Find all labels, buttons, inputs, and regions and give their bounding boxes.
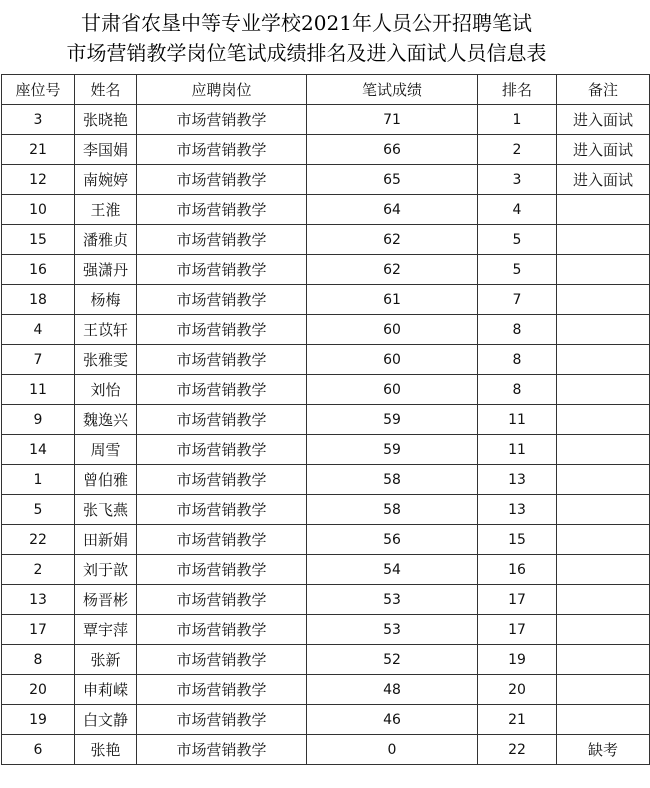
note-cell: [557, 195, 650, 225]
table-row: [2, 315, 650, 345]
note-cell: 进入面试: [557, 135, 650, 165]
table-row: [2, 645, 650, 675]
seat-cell: 8: [2, 645, 75, 675]
results-table: [1, 74, 650, 765]
position-cell: 市场营销教学: [137, 405, 307, 435]
seat-cell: 22: [2, 525, 75, 555]
name-cell: 王淮: [75, 195, 137, 225]
rank-cell: 1: [478, 105, 557, 135]
rank-cell: 13: [478, 495, 557, 525]
seat-cell: 20: [2, 675, 75, 705]
seat-cell: 19: [2, 705, 75, 735]
seat-cell: 5: [2, 495, 75, 525]
position-cell: 市场营销教学: [137, 345, 307, 375]
score-cell: 64: [307, 195, 478, 225]
name-cell: 张飞燕: [75, 495, 137, 525]
score-cell: 62: [307, 255, 478, 285]
name-cell: 刘怡: [75, 375, 137, 405]
seat-cell: 17: [2, 615, 75, 645]
table-row: [2, 195, 650, 225]
position-cell: 市场营销教学: [137, 705, 307, 735]
position-cell: 市场营销教学: [137, 645, 307, 675]
note-cell: [557, 705, 650, 735]
rank-cell: 20: [478, 675, 557, 705]
score-cell: 62: [307, 225, 478, 255]
table-row: [2, 255, 650, 285]
rank-cell: 16: [478, 555, 557, 585]
rank-cell: 11: [478, 435, 557, 465]
table-row: [2, 225, 650, 255]
header-position: 应聘岗位: [137, 75, 307, 105]
table-row: [2, 555, 650, 585]
rank-cell: 15: [478, 525, 557, 555]
name-cell: 曾伯雅: [75, 465, 137, 495]
name-cell: 王苡轩: [75, 315, 137, 345]
score-cell: 58: [307, 495, 478, 525]
note-cell: [557, 375, 650, 405]
seat-cell: 12: [2, 165, 75, 195]
note-cell: [557, 495, 650, 525]
position-cell: 市场营销教学: [137, 135, 307, 165]
score-cell: 0: [307, 735, 478, 765]
table-row: [2, 105, 650, 135]
note-cell: [557, 345, 650, 375]
position-cell: 市场营销教学: [137, 735, 307, 765]
rank-cell: 17: [478, 585, 557, 615]
seat-cell: 14: [2, 435, 75, 465]
table-row: [2, 405, 650, 435]
seat-cell: 10: [2, 195, 75, 225]
table-row: [2, 375, 650, 405]
position-cell: 市场营销教学: [137, 435, 307, 465]
rank-cell: 4: [478, 195, 557, 225]
note-cell: [557, 405, 650, 435]
table-row: [2, 615, 650, 645]
position-cell: 市场营销教学: [137, 675, 307, 705]
rank-cell: 7: [478, 285, 557, 315]
name-cell: 张艳: [75, 735, 137, 765]
score-cell: 46: [307, 705, 478, 735]
header-name: 姓名: [75, 75, 137, 105]
note-cell: [557, 255, 650, 285]
name-cell: 覃宇萍: [75, 615, 137, 645]
table-row: [2, 465, 650, 495]
table-row: [2, 705, 650, 735]
name-cell: 申莉嵘: [75, 675, 137, 705]
name-cell: 张晓艳: [75, 105, 137, 135]
note-cell: [557, 585, 650, 615]
table-row: [2, 735, 650, 765]
seat-cell: 21: [2, 135, 75, 165]
score-cell: 56: [307, 525, 478, 555]
score-cell: 61: [307, 285, 478, 315]
name-cell: 杨晋彬: [75, 585, 137, 615]
seat-cell: 13: [2, 585, 75, 615]
table-row: [2, 165, 650, 195]
note-cell: [557, 435, 650, 465]
table-row: [2, 675, 650, 705]
rank-cell: 8: [478, 375, 557, 405]
score-cell: 60: [307, 375, 478, 405]
score-cell: 58: [307, 465, 478, 495]
note-cell: [557, 225, 650, 255]
position-cell: 市场营销教学: [137, 555, 307, 585]
score-cell: 53: [307, 585, 478, 615]
note-cell: [557, 615, 650, 645]
note-cell: 缺考: [557, 735, 650, 765]
position-cell: 市场营销教学: [137, 375, 307, 405]
score-cell: 54: [307, 555, 478, 585]
table-row: [2, 285, 650, 315]
rank-cell: 3: [478, 165, 557, 195]
score-cell: 60: [307, 345, 478, 375]
document-title-line2: 市场营销教学岗位笔试成绩排名及进入面试人员信息表: [66, 41, 547, 65]
rank-cell: 21: [478, 705, 557, 735]
name-cell: 张雅雯: [75, 345, 137, 375]
position-cell: 市场营销教学: [137, 495, 307, 525]
rank-cell: 11: [478, 405, 557, 435]
header-score: 笔试成绩: [307, 75, 478, 105]
name-cell: 魏逸兴: [75, 405, 137, 435]
name-cell: 田新娟: [75, 525, 137, 555]
position-cell: 市场营销教学: [137, 105, 307, 135]
table-row: [2, 435, 650, 465]
note-cell: [557, 525, 650, 555]
header-rank: 排名: [478, 75, 557, 105]
rank-cell: 22: [478, 735, 557, 765]
seat-cell: 18: [2, 285, 75, 315]
header-seat: 座位号: [2, 75, 75, 105]
table-row: [2, 135, 650, 165]
name-cell: 杨梅: [75, 285, 137, 315]
document-title-line1: 甘肃省农垦中等专业学校2021年人员公开招聘笔试: [81, 11, 532, 35]
note-cell: 进入面试: [557, 105, 650, 135]
score-cell: 52: [307, 645, 478, 675]
rank-cell: 5: [478, 255, 557, 285]
note-cell: [557, 645, 650, 675]
table-row: [2, 525, 650, 555]
seat-cell: 6: [2, 735, 75, 765]
name-cell: 白文静: [75, 705, 137, 735]
score-cell: 59: [307, 435, 478, 465]
name-cell: 南婉婷: [75, 165, 137, 195]
name-cell: 强潇丹: [75, 255, 137, 285]
table-row: [2, 585, 650, 615]
note-cell: [557, 675, 650, 705]
score-cell: 60: [307, 315, 478, 345]
seat-cell: 4: [2, 315, 75, 345]
seat-cell: 2: [2, 555, 75, 585]
score-cell: 48: [307, 675, 478, 705]
position-cell: 市场营销教学: [137, 315, 307, 345]
seat-cell: 15: [2, 225, 75, 255]
position-cell: 市场营销教学: [137, 615, 307, 645]
table-row: [2, 345, 650, 375]
position-cell: 市场营销教学: [137, 255, 307, 285]
rank-cell: 2: [478, 135, 557, 165]
name-cell: 李国娟: [75, 135, 137, 165]
seat-cell: 7: [2, 345, 75, 375]
rank-cell: 8: [478, 315, 557, 345]
seat-cell: 11: [2, 375, 75, 405]
score-cell: 65: [307, 165, 478, 195]
position-cell: 市场营销教学: [137, 285, 307, 315]
seat-cell: 9: [2, 405, 75, 435]
position-cell: 市场营销教学: [137, 585, 307, 615]
table-row: [2, 495, 650, 525]
name-cell: 张新: [75, 645, 137, 675]
score-cell: 53: [307, 615, 478, 645]
note-cell: [557, 315, 650, 345]
rank-cell: 17: [478, 615, 557, 645]
rank-cell: 13: [478, 465, 557, 495]
name-cell: 潘雅贞: [75, 225, 137, 255]
note-cell: [557, 465, 650, 495]
name-cell: 周雪: [75, 435, 137, 465]
name-cell: 刘于歆: [75, 555, 137, 585]
note-cell: [557, 555, 650, 585]
position-cell: 市场营销教学: [137, 195, 307, 225]
seat-cell: 1: [2, 465, 75, 495]
position-cell: 市场营销教学: [137, 525, 307, 555]
table-body: [2, 105, 650, 765]
seat-cell: 3: [2, 105, 75, 135]
score-cell: 71: [307, 105, 478, 135]
score-cell: 59: [307, 405, 478, 435]
seat-cell: 16: [2, 255, 75, 285]
header-note: 备注: [557, 75, 650, 105]
note-cell: 进入面试: [557, 165, 650, 195]
rank-cell: 5: [478, 225, 557, 255]
note-cell: [557, 285, 650, 315]
rank-cell: 19: [478, 645, 557, 675]
position-cell: 市场营销教学: [137, 165, 307, 195]
position-cell: 市场营销教学: [137, 225, 307, 255]
header-row: [2, 75, 650, 105]
score-cell: 66: [307, 135, 478, 165]
position-cell: 市场营销教学: [137, 465, 307, 495]
rank-cell: 8: [478, 345, 557, 375]
